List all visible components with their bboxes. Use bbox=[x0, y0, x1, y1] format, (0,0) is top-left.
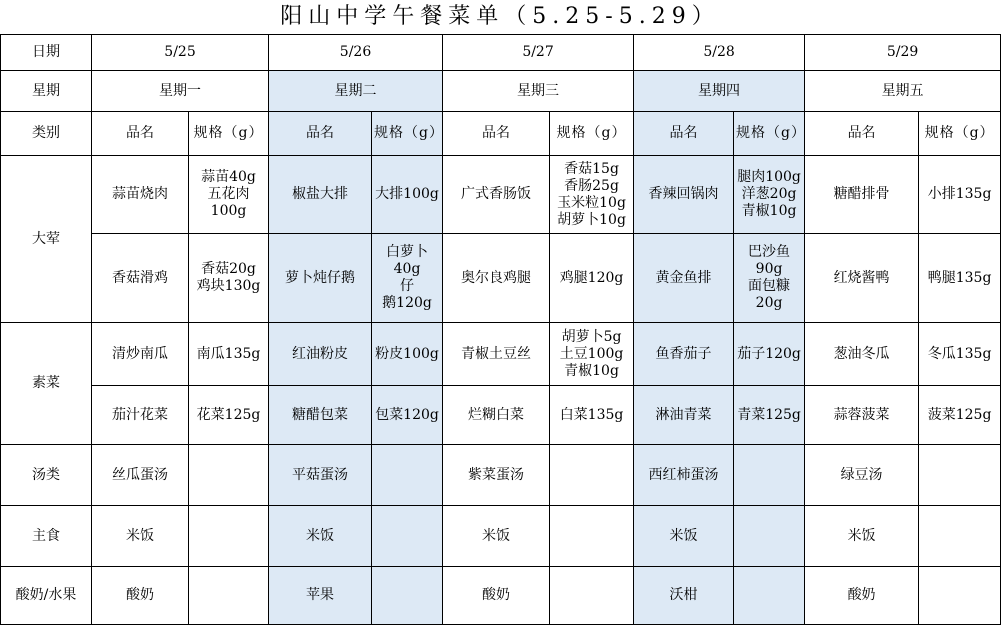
spec-header: 规格（g） bbox=[550, 112, 634, 156]
staple-row bbox=[1, 506, 1001, 567]
spec-cell bbox=[919, 445, 1001, 506]
spec-cell: 小排135g bbox=[919, 156, 1001, 234]
spec-cell bbox=[550, 506, 634, 567]
dish-header: 品名 bbox=[634, 112, 734, 156]
dish-cell: 西红柿蛋汤 bbox=[634, 445, 734, 506]
weekday-cell: 星期四 bbox=[634, 71, 805, 112]
dish-cell: 广式香肠饭 bbox=[443, 156, 550, 234]
column-header-row bbox=[1, 112, 1001, 156]
spec-cell bbox=[189, 506, 269, 567]
dish-cell: 米饭 bbox=[634, 506, 734, 567]
spec-cell bbox=[372, 506, 443, 567]
dish-cell: 红烧酱鸭 bbox=[805, 234, 919, 323]
dish-cell: 紫菜蛋汤 bbox=[443, 445, 550, 506]
spec-cell: 粉皮100g bbox=[372, 323, 443, 386]
dish-cell: 清炒南瓜 bbox=[92, 323, 189, 386]
meat-row-2 bbox=[1, 234, 1001, 323]
dish-cell: 萝卜炖仔鹅 bbox=[269, 234, 372, 323]
spec-cell bbox=[734, 567, 805, 625]
spec-cell: 巴沙鱼90g 面包糠20g bbox=[734, 234, 805, 323]
dish-cell: 茄汁花菜 bbox=[92, 386, 189, 445]
dish-cell: 烂糊白菜 bbox=[443, 386, 550, 445]
category-main-meat: 大荤 bbox=[1, 156, 92, 323]
spec-header: 规格（g） bbox=[734, 112, 805, 156]
dish-cell: 平菇蛋汤 bbox=[269, 445, 372, 506]
menu-table bbox=[0, 34, 1001, 625]
dish-cell: 鱼香茄子 bbox=[634, 323, 734, 386]
weekday-cell: 星期五 bbox=[805, 71, 1001, 112]
spec-cell: 南瓜135g bbox=[189, 323, 269, 386]
spec-cell: 鸡腿120g bbox=[550, 234, 634, 323]
dish-cell: 红油粉皮 bbox=[269, 323, 372, 386]
dish-cell: 米饭 bbox=[269, 506, 372, 567]
date-row bbox=[1, 35, 1001, 71]
weekday-label: 星期 bbox=[1, 71, 92, 112]
spec-header: 规格（g） bbox=[372, 112, 443, 156]
category-header: 类别 bbox=[1, 112, 92, 156]
veg-row-2 bbox=[1, 386, 1001, 445]
dish-cell: 香辣回锅肉 bbox=[634, 156, 734, 234]
spec-cell bbox=[189, 567, 269, 625]
spec-cell: 大排100g bbox=[372, 156, 443, 234]
soup-row bbox=[1, 445, 1001, 506]
spec-cell bbox=[550, 567, 634, 625]
dish-cell: 酸奶 bbox=[805, 567, 919, 625]
spec-header: 规格（g） bbox=[189, 112, 269, 156]
category-staple: 主食 bbox=[1, 506, 92, 567]
dish-cell: 蒜蓉菠菜 bbox=[805, 386, 919, 445]
spec-cell: 青菜125g bbox=[734, 386, 805, 445]
spec-cell bbox=[372, 567, 443, 625]
spec-cell: 白菜135g bbox=[550, 386, 634, 445]
dish-cell: 蒜苗烧肉 bbox=[92, 156, 189, 234]
dish-header: 品名 bbox=[269, 112, 372, 156]
spec-cell bbox=[550, 445, 634, 506]
dish-header: 品名 bbox=[92, 112, 189, 156]
weekday-cell: 星期二 bbox=[269, 71, 443, 112]
dish-cell: 淋油青菜 bbox=[634, 386, 734, 445]
date-cell: 5/28 bbox=[634, 35, 805, 71]
dish-header: 品名 bbox=[443, 112, 550, 156]
dish-cell: 苹果 bbox=[269, 567, 372, 625]
dish-cell: 米饭 bbox=[805, 506, 919, 567]
spec-cell: 胡萝卜5g 土豆100g 青椒10g bbox=[550, 323, 634, 386]
date-cell: 5/26 bbox=[269, 35, 443, 71]
date-cell: 5/27 bbox=[443, 35, 634, 71]
yogurt-fruit-row bbox=[1, 567, 1001, 625]
spec-cell: 香菇15g 香肠25g 玉米粒10g 胡萝卜10g bbox=[550, 156, 634, 234]
spec-cell bbox=[189, 445, 269, 506]
spec-cell: 白萝卜 40g 仔 鹅120g bbox=[372, 234, 443, 323]
spec-cell bbox=[919, 506, 1001, 567]
date-label: 日期 bbox=[1, 35, 92, 71]
dish-cell: 丝瓜蛋汤 bbox=[92, 445, 189, 506]
weekday-cell: 星期三 bbox=[443, 71, 634, 112]
category-soup: 汤类 bbox=[1, 445, 92, 506]
spec-header: 规格（g） bbox=[919, 112, 1001, 156]
spec-cell: 茄子120g bbox=[734, 323, 805, 386]
date-cell: 5/25 bbox=[92, 35, 269, 71]
dish-cell: 黄金鱼排 bbox=[634, 234, 734, 323]
veg-row-1 bbox=[1, 323, 1001, 386]
spec-cell: 包菜120g bbox=[372, 386, 443, 445]
category-vegetable: 素菜 bbox=[1, 323, 92, 445]
dish-cell: 绿豆汤 bbox=[805, 445, 919, 506]
spec-cell: 冬瓜135g bbox=[919, 323, 1001, 386]
spec-cell: 菠菜125g bbox=[919, 386, 1001, 445]
spec-cell bbox=[734, 445, 805, 506]
spec-cell: 腿肉100g 洋葱20g 青椒10g bbox=[734, 156, 805, 234]
spec-cell: 香菇20g 鸡块130g bbox=[189, 234, 269, 323]
category-yogurt-fruit: 酸奶/水果 bbox=[1, 567, 92, 625]
spec-cell: 花菜125g bbox=[189, 386, 269, 445]
dish-cell: 葱油冬瓜 bbox=[805, 323, 919, 386]
dish-cell: 青椒土豆丝 bbox=[443, 323, 550, 386]
meat-row-1 bbox=[1, 156, 1001, 234]
spec-cell bbox=[372, 445, 443, 506]
weekday-cell: 星期一 bbox=[92, 71, 269, 112]
dish-cell: 酸奶 bbox=[443, 567, 550, 625]
spec-cell: 蒜苗40g 五花肉100g bbox=[189, 156, 269, 234]
dish-cell: 奥尔良鸡腿 bbox=[443, 234, 550, 323]
spec-cell bbox=[734, 506, 805, 567]
dish-cell: 香菇滑鸡 bbox=[92, 234, 189, 323]
spec-cell bbox=[919, 567, 1001, 625]
weekday-row bbox=[1, 71, 1001, 112]
dish-cell: 米饭 bbox=[443, 506, 550, 567]
dish-cell: 椒盐大排 bbox=[269, 156, 372, 234]
spec-cell: 鸭腿135g bbox=[919, 234, 1001, 323]
date-cell: 5/29 bbox=[805, 35, 1001, 71]
dish-cell: 糖醋排骨 bbox=[805, 156, 919, 234]
dish-header: 品名 bbox=[805, 112, 919, 156]
dish-cell: 酸奶 bbox=[92, 567, 189, 625]
dish-cell: 糖醋包菜 bbox=[269, 386, 372, 445]
dish-cell: 沃柑 bbox=[634, 567, 734, 625]
page-title: 阳山中学午餐菜单（5.25-5.29） bbox=[280, 4, 720, 29]
dish-cell: 米饭 bbox=[92, 506, 189, 567]
